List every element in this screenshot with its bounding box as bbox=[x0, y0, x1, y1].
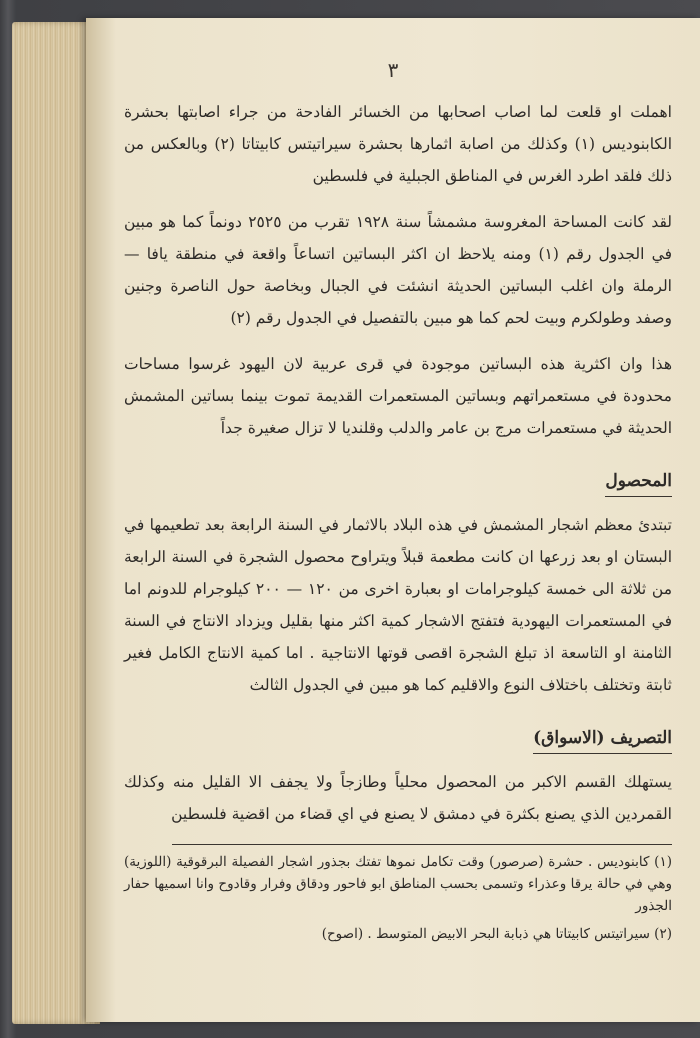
footnote-2: (٢) سيراتيتس كابيتاتا هي ذبابة البحر الابيض المتوسط . (اصوح) bbox=[321, 926, 672, 942]
paragraph-yield: تبتدئ معظم اشجار المشمش في هذه البلاد بالاثمار في السنة الرابعة بعد تطعيمها في البستان او بعد زرعها ان كانت مطعمة قبلاً ويتراوح محصول الشجرة في السنة الرابعة من ثلاثة الى خمسة كيلوجرامات او بعبارة اخرى من ١٢٠ — ٢٠٠ كيلوجرام للدونم اما في المستعمرات اليهودية فتفتج الاشجار كمية اكثر منها بقليل ويزداد الانتاج في السنة الثامنة او التاسعة اذ تبلغ الشجرة اقصى قوتها الانتاجية . اما كمية الانتاج الكامل فغير ثابتة وتختلف باختلاف النوع والاقليم كما هو مبين في الجدول الثالث bbox=[124, 516, 673, 694]
footnote-1: (١) كابنوديس . حشرة (صرصور) وقت تكامل نموها تفتك بجذور اشجار الفصيلة البرقوقية (اللوزية) وهي في حالة يرقا وعذراء وتسمى بحسب المناطق ابو فاحور ودقاق وفرار وقادوح وانا اسميها حفار الجذور bbox=[124, 854, 672, 914]
section-marketing bbox=[124, 701, 672, 830]
page-body bbox=[124, 96, 672, 951]
section-yield bbox=[124, 444, 672, 701]
paragraph-3: هذا وان اكثرية هذه البساتين موجودة في قرى عربية لان اليهود غرسوا مساحات محدودة في مستعمراتهم وبساتين المستعمرات القديمة تموت بينما بساتين المشمش الحديثة في مستعمرات مرج بن عامر والدلب وقلنديا لا تزال صغيرة جداً bbox=[124, 355, 672, 437]
footnote-divider bbox=[172, 844, 672, 845]
paragraph-1: اهملت او قلعت لما اصاب اصحابها من الخسائر الفادحة من جراء اصابتها بحشرة الكابنوديس (١) وكذلك من اصابة اثمارها بحشرة سيراتيتس كابيتاتا (٢) وبالعكس من ذلك فلقد اطرد الغرس في المناطق الجبلية في فلسطين bbox=[124, 103, 673, 185]
footnotes bbox=[124, 851, 672, 945]
heading-marketing: التصريف (الاسواق) bbox=[533, 723, 672, 754]
page-sheet bbox=[86, 18, 700, 1022]
paragraph-2: لقد كانت المساحة المغروسة مشمشاً سنة ١٩٢٨ تقرب من ٢٥٢٥ دونماً كما هو مبين في الجدول رقم (١) ومنه يلاحظ ان اكثر البساتين اتساعاً واقعة في منطقة يافا — الرملة وان اغلب البساتين الحديثة انشئت في الجبال وبخاصة حول الناصرة وجنين وصفد وطولكرم وبيت لحم كما هو مبين بالتفصيل في الجدول رقم (٢) bbox=[124, 213, 673, 327]
heading-yield: المحصول bbox=[605, 466, 672, 497]
paragraph-marketing: يستهلك القسم الاكبر من المحصول محلياً وطازجاً ولا يجفف الا القليل منه وكذلك القمردين الذي يصنع بكثرة في دمشق لا يصنع في اي قضاء من اقضية فلسطين bbox=[124, 773, 672, 823]
page-number: ٣ bbox=[387, 58, 399, 82]
